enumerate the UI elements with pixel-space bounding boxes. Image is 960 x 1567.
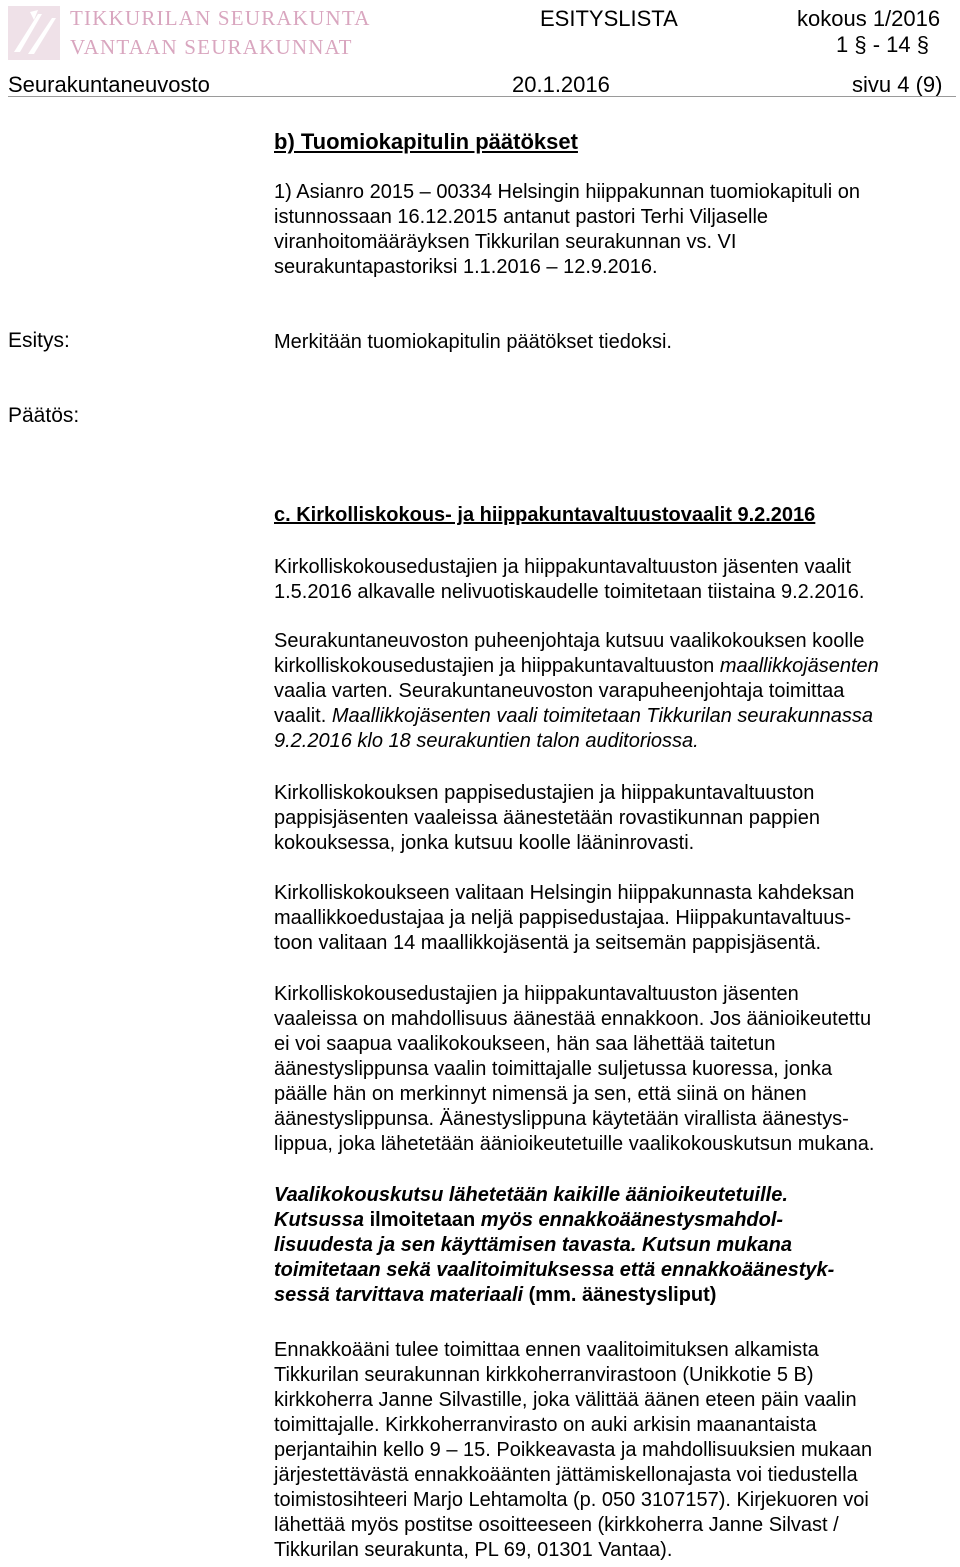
header-divider — [8, 96, 956, 97]
meeting-number: kokous 1/2016 — [797, 6, 941, 31]
body-name: Seurakuntaneuvosto — [8, 72, 210, 97]
org-name-line-1: TIKKURILAN SEURAKUNTA — [70, 6, 371, 30]
paragraph-6-emphasis: Vaalikokouskutsu lähetetään kaikille äänioikeutetuille. Kutsussa ilmoitetaan myös ennakkoäänestysmahdol- lisuudesta ja sen käyttämisen tavasta. Kutsun mukana toimitetaan sekä vaalitoimituksessa että ennakkoäänestyk- sessä tarvittava materiaali (mm. äänestysliput) — [274, 1184, 835, 1306]
org-name-line-2: VANTAAN SEURAKUNNAT — [70, 35, 353, 59]
section-c-heading: c. Kirkolliskokous- ja hiippakuntavaltuustovaalit 9.2.2016 — [274, 504, 816, 526]
esitys-label: Esitys: — [8, 329, 70, 352]
meeting-date: 20.1.2016 — [512, 72, 610, 97]
paragraph-3: Kirkolliskokouksen pappisedustajien ja hiippakuntavaltuuston pappisjäsenten vaaleissa äänestetään rovastikunnan pappien kokouksessa, jonka kutsuu koolle lääninrovasti. — [274, 782, 820, 854]
section-range: 1 § - 14 § — [836, 32, 929, 57]
section-b-heading: b) Tuomiokapitulin päätökset — [274, 129, 578, 154]
parish-logo — [8, 6, 60, 60]
paragraph-4: Kirkolliskokoukseen valitaan Helsingin hiippakunnasta kahdeksan maallikkoedustajaa ja neljä pappisedustajaa. Hiippakuntavaltuus- toon valitaan 14 maallikkojäsentä ja seitsemän pappisjäsentä. — [274, 882, 855, 954]
paragraph-5: Kirkolliskokousedustajien ja hiippakuntavaltuuston jäsenten vaaleissa on mahdollisuus äänestää ennakkoon. Jos äänioikeutettu ei voi saapua vaalikokoukseen, hän saa lähettää taitetun äänestyslippunsa vaalin toimittajalle suljetussa kuoressa, jonka päälle hän on merkinnyt nimensä ja sen, että siinä on hänen äänestyslippunsa. Äänestyslippuna käytetään virallista äänestys- lippua, joka lähetetään äänioikeutetuille vaalikokouskutsun mukana. — [274, 983, 875, 1155]
paatos-label: Päätös: — [8, 404, 80, 427]
esitys-text: Merkitään tuomiokapitulin päätökset tiedoksi. — [274, 331, 672, 353]
paragraph-2: Seurakuntaneuvoston puheenjohtaja kutsuu vaalikokouksen koolle kirkolliskokousedustajien ja hiippakuntavaltuuston maallikkojäsenten vaalia varten. Seurakuntaneuvoston varapuheenjohtaja toimittaa vaalit. Maallikkojäsenten vaali toimitetaan Tikkurilan seurakunnassa 9.2.2016 klo 18 seurakuntien talon auditoriossa. — [274, 630, 879, 752]
page-number: sivu 4 (9) — [852, 72, 943, 97]
document-type: ESITYSLISTA — [540, 6, 678, 31]
paragraph-1: Kirkolliskokousedustajien ja hiippakuntavaltuuston jäsenten vaalit 1.5.2016 alkavalle nelivuotiskaudelle toimitetaan tiistaina 9.2.2016. — [274, 556, 865, 603]
paragraph-7: Ennakkoääni tulee toimittaa ennen vaalitoimituksen alkamista Tikkurilan seurakunnan kirkkoherranvirastoon (Unikkotie 5 B) kirkkoherra Janne Silvastille, joka välittää äänen eteen päin vaalin toimittajalle. Kirkkoherranvirasto on auki arkisin maanantaista perjantaihin kello 9 – 15. Poikkeavasta ja mahdollisuuksien mukaan järjestettävästä ennakkoäänten jättämiskellonajasta voi tiedustella toimistosihteeri Marjo Lehtamolta (p. 050 3107157). Kirjekuoren voi lähettää myös postitse osoitteeseen (kirkkoherra Janne Silvast / Tikkurilan seurakunta, PL 69, 01301 Vantaa). — [274, 1339, 873, 1561]
section-b-item: 1) Asianro 2015 – 00334 Helsingin hiippakunnan tuomiokapituli on istunnossaan 16.12.2015 antanut pastori Terhi Viljaselle viranhoitomääräyksen Tikkurilan seurakunnan vs. VI seurakuntapastoriksi 1.1.2016 – 12.9.2016. — [274, 181, 860, 278]
